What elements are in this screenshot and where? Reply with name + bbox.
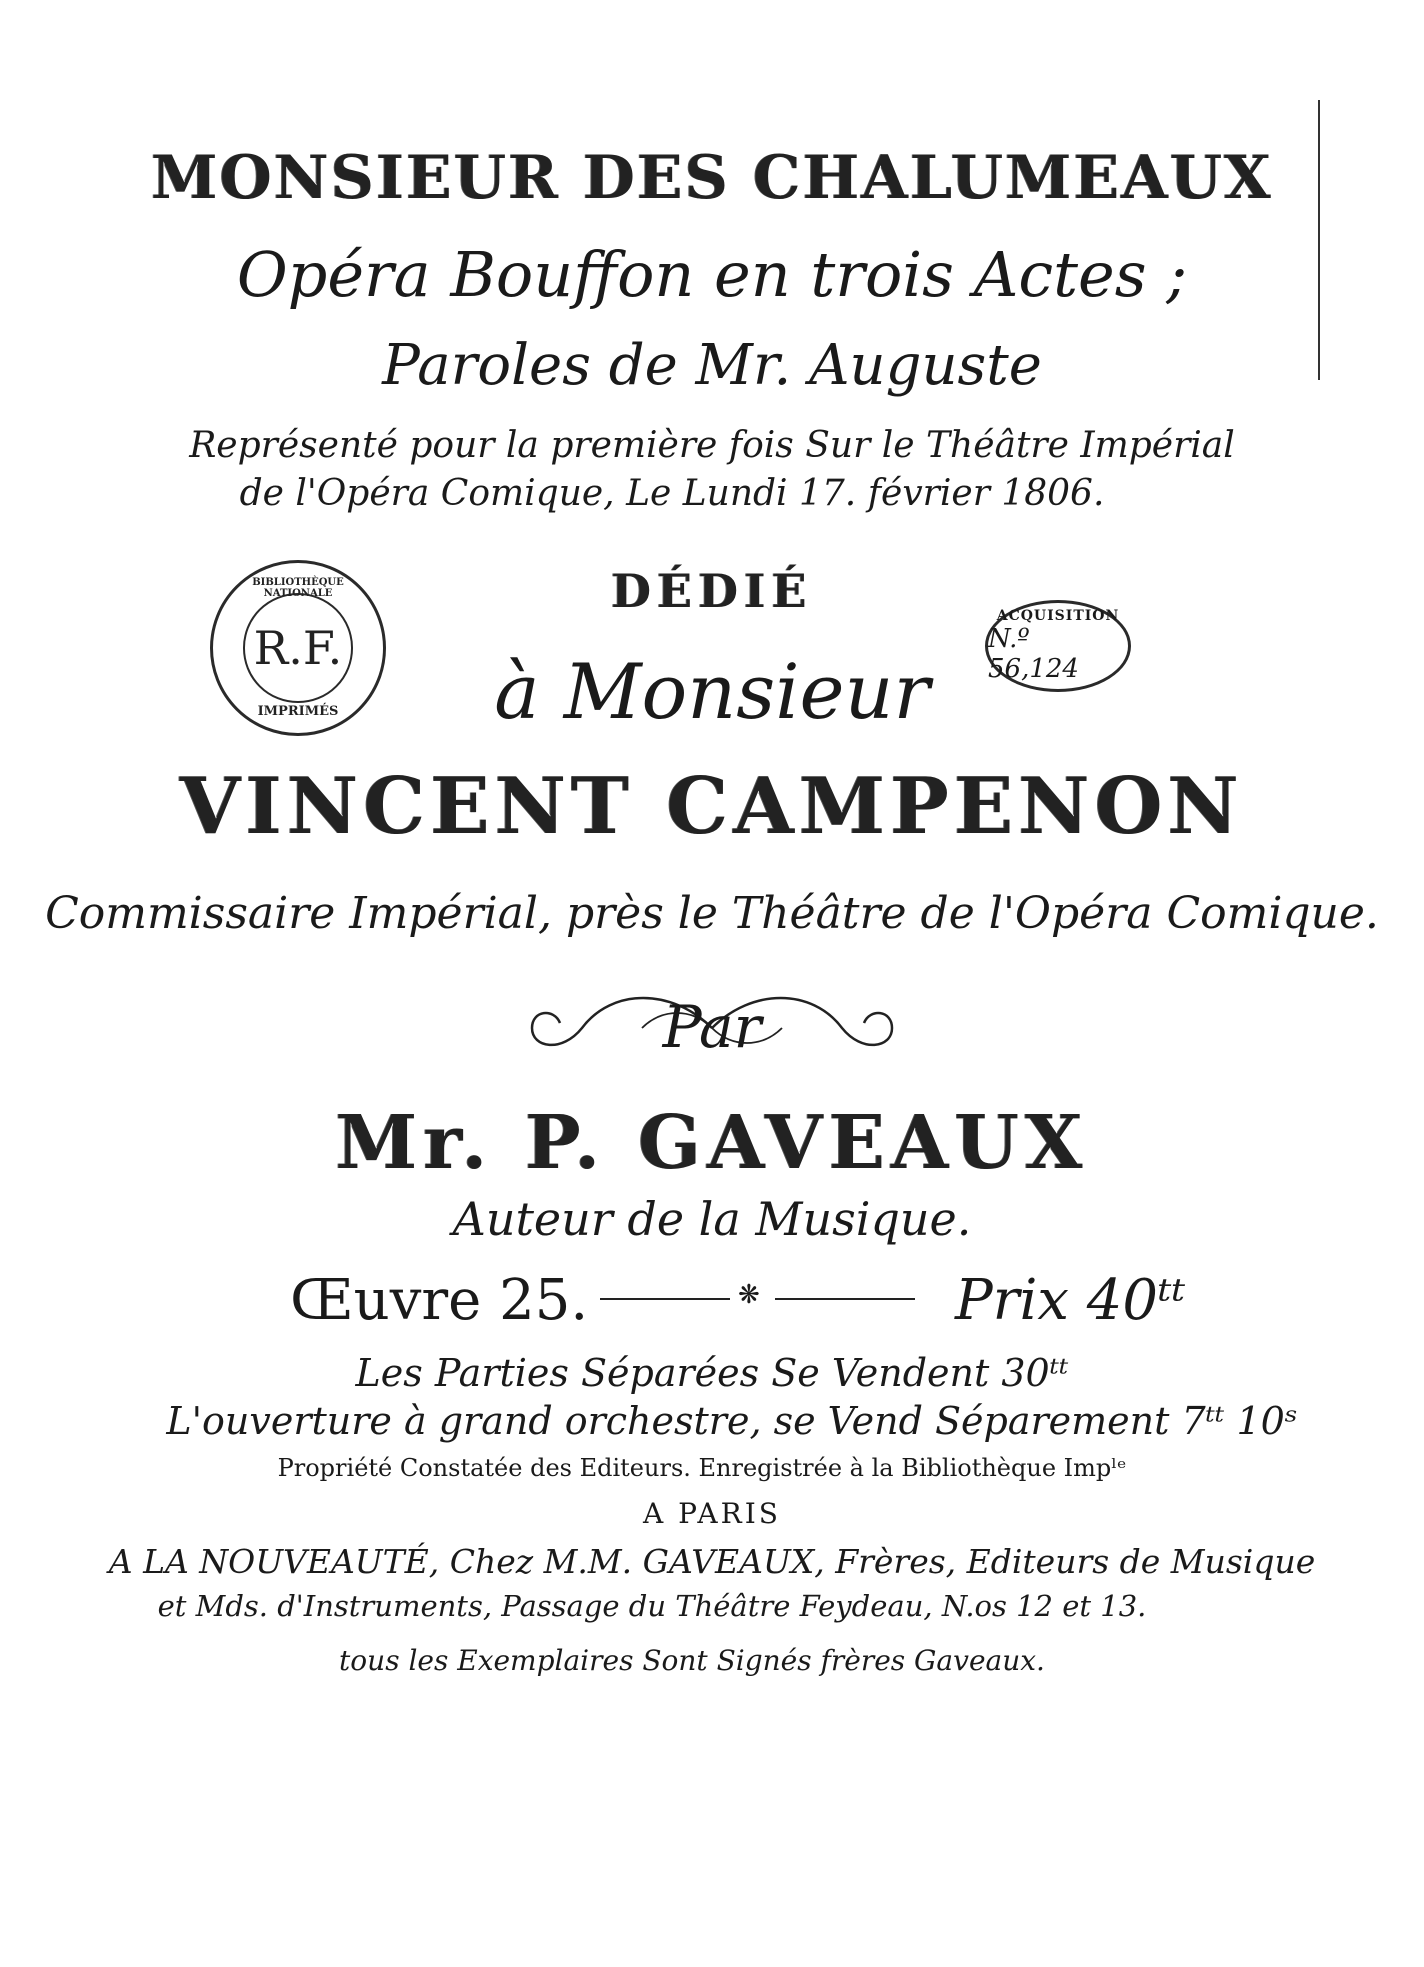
dedicatee-name: VINCENT CAMPENON: [180, 761, 1244, 852]
dedicatee-title: Commissaire Impérial, près le Théâtre de l'Opéra Comique.: [45, 888, 1379, 939]
by-label: Par: [662, 993, 762, 1061]
signature-note: tous les Exemplaires Sont Signés frères Gaveaux.: [339, 1644, 1045, 1677]
opera-title: MONSIEUR DES CHALUMEAUX: [151, 143, 1273, 213]
premiere-line-1: Représenté pour la première fois Sur le Théâtre Impérial: [189, 425, 1235, 466]
acquisition-stamp: [985, 600, 1131, 692]
property-note: Propriété Constatée des Editeurs. Enregistrée à la Bibliothèque Impˡᵉ: [277, 1454, 1127, 1482]
library-stamp-center: [243, 593, 352, 702]
library-stamp-ring-bottom: IMPRIMÉS: [257, 704, 339, 719]
acquisition-label: ACQUISITION: [996, 608, 1120, 624]
publisher-line-1: A LA NOUVEAUTÉ, Chez M.M. GAVEAUX, Frères, Editeurs de Musique: [108, 1542, 1316, 1581]
composer-role: Auteur de la Musique.: [452, 1192, 972, 1246]
publisher-line-2: et Mds. d'Instruments, Passage du Théâtre Feydeau, N.os 12 et 13.: [157, 1589, 1147, 1623]
city: A PARIS: [643, 1497, 781, 1530]
opera-genre: Opéra Bouffon en trois Actes ;: [236, 238, 1188, 311]
price-rule-right: [775, 1298, 915, 1300]
parts-note: Les Parties Séparées Se Vendent 30ᵗᵗ: [355, 1351, 1069, 1395]
opus-price-row: [0, 1268, 1424, 1338]
composer-name: Mr. P. GAVEAUX: [335, 1100, 1089, 1186]
librettist-line: Paroles de Mr. Auguste: [382, 333, 1042, 398]
overture-note: L'ouverture à grand orchestre, se Vend Séparement 7ᵗᵗ 10ˢ: [166, 1399, 1298, 1443]
price: Prix 40ᵗᵗ: [955, 1268, 1186, 1333]
dedication-heading: DÉDIÉ: [611, 564, 813, 618]
library-stamp-ring-top: BIBLIOTHÈQUE NATIONALE: [252, 577, 344, 599]
ornament-star: ❋: [738, 1280, 760, 1310]
opus-number: Œuvre 25.: [290, 1268, 589, 1333]
library-stamp: [210, 560, 386, 736]
acquisition-number: N.º 56,124: [988, 624, 1079, 684]
premiere-line-2: de l'Opéra Comique, Le Lundi 17. février 1806.: [239, 473, 1105, 514]
dedication-to: à Monsieur: [494, 647, 930, 736]
library-stamp-center-text: R.F.: [253, 620, 343, 675]
price-rule-left: [600, 1298, 730, 1300]
